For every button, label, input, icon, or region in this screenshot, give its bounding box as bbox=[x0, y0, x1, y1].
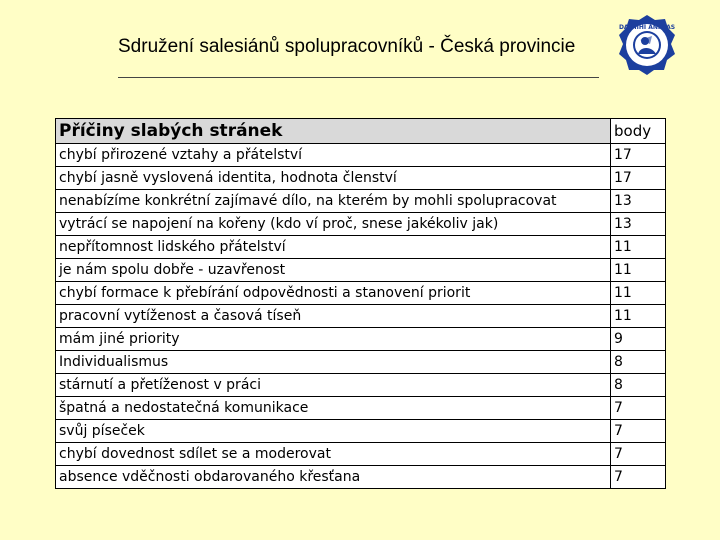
table-row bbox=[56, 305, 666, 328]
points-cell: 7 bbox=[611, 420, 666, 443]
cause-cell: je nám spolu dobře - uzavřenost bbox=[56, 259, 611, 282]
cause-cell: absence vděčnosti obdarovaného křesťana bbox=[56, 466, 611, 489]
table-row bbox=[56, 144, 666, 167]
table-row bbox=[56, 351, 666, 374]
table-row bbox=[56, 190, 666, 213]
table-row bbox=[56, 397, 666, 420]
table-row bbox=[56, 167, 666, 190]
table-header-row bbox=[56, 119, 666, 144]
table-row bbox=[56, 282, 666, 305]
cause-cell: mám jiné priority bbox=[56, 328, 611, 351]
table-row bbox=[56, 328, 666, 351]
table-row bbox=[56, 374, 666, 397]
points-cell: 13 bbox=[611, 213, 666, 236]
points-cell: 13 bbox=[611, 190, 666, 213]
points-cell: 11 bbox=[611, 236, 666, 259]
points-cell: 7 bbox=[611, 397, 666, 420]
points-cell: 11 bbox=[611, 259, 666, 282]
points-cell: 7 bbox=[611, 443, 666, 466]
cause-cell: špatná a nedostatečná komunikace bbox=[56, 397, 611, 420]
points-cell: 17 bbox=[611, 144, 666, 167]
cause-cell: nenabízíme konkrétní zajímavé dílo, na kterém by mohli spolupracovat bbox=[56, 190, 611, 213]
cause-cell: chybí jasně vyslovená identita, hodnota členství bbox=[56, 167, 611, 190]
cause-cell: chybí dovednost sdílet se a moderovat bbox=[56, 443, 611, 466]
page-title: Sdružení salesiánů spolupracovníků - Česká provincie bbox=[118, 36, 576, 57]
cause-cell: Individualismus bbox=[56, 351, 611, 374]
cause-cell: vytrácí se napojení na kořeny (kdo ví proč, snese jakékoliv jak) bbox=[56, 213, 611, 236]
points-cell: 7 bbox=[611, 466, 666, 489]
cause-cell: chybí formace k přebírání odpovědnosti a stanovení priorit bbox=[56, 282, 611, 305]
points-cell: 8 bbox=[611, 351, 666, 374]
salesian-logo bbox=[618, 14, 676, 76]
cause-cell: stárnutí a přetíženost v práci bbox=[56, 374, 611, 397]
weaknesses-table bbox=[55, 118, 665, 489]
logo-text: DA MIHI ANIMAS bbox=[618, 24, 676, 31]
table-row bbox=[56, 466, 666, 489]
cause-cell: svůj píseček bbox=[56, 420, 611, 443]
points-cell: 9 bbox=[611, 328, 666, 351]
table-row bbox=[56, 443, 666, 466]
table-row bbox=[56, 213, 666, 236]
points-cell: 17 bbox=[611, 167, 666, 190]
cause-cell: nepřítomnost lidského přátelství bbox=[56, 236, 611, 259]
cause-cell: pracovní vytíženost a časová tíseň bbox=[56, 305, 611, 328]
points-cell: 11 bbox=[611, 305, 666, 328]
points-cell: 8 bbox=[611, 374, 666, 397]
points-cell: 11 bbox=[611, 282, 666, 305]
column-header-points: body bbox=[611, 119, 666, 144]
cause-cell: chybí přirozené vztahy a přátelství bbox=[56, 144, 611, 167]
column-header-cause: Příčiny slabých stránek bbox=[56, 119, 611, 144]
table-row bbox=[56, 236, 666, 259]
table-row bbox=[56, 420, 666, 443]
table-row bbox=[56, 259, 666, 282]
title-underline bbox=[118, 77, 599, 78]
